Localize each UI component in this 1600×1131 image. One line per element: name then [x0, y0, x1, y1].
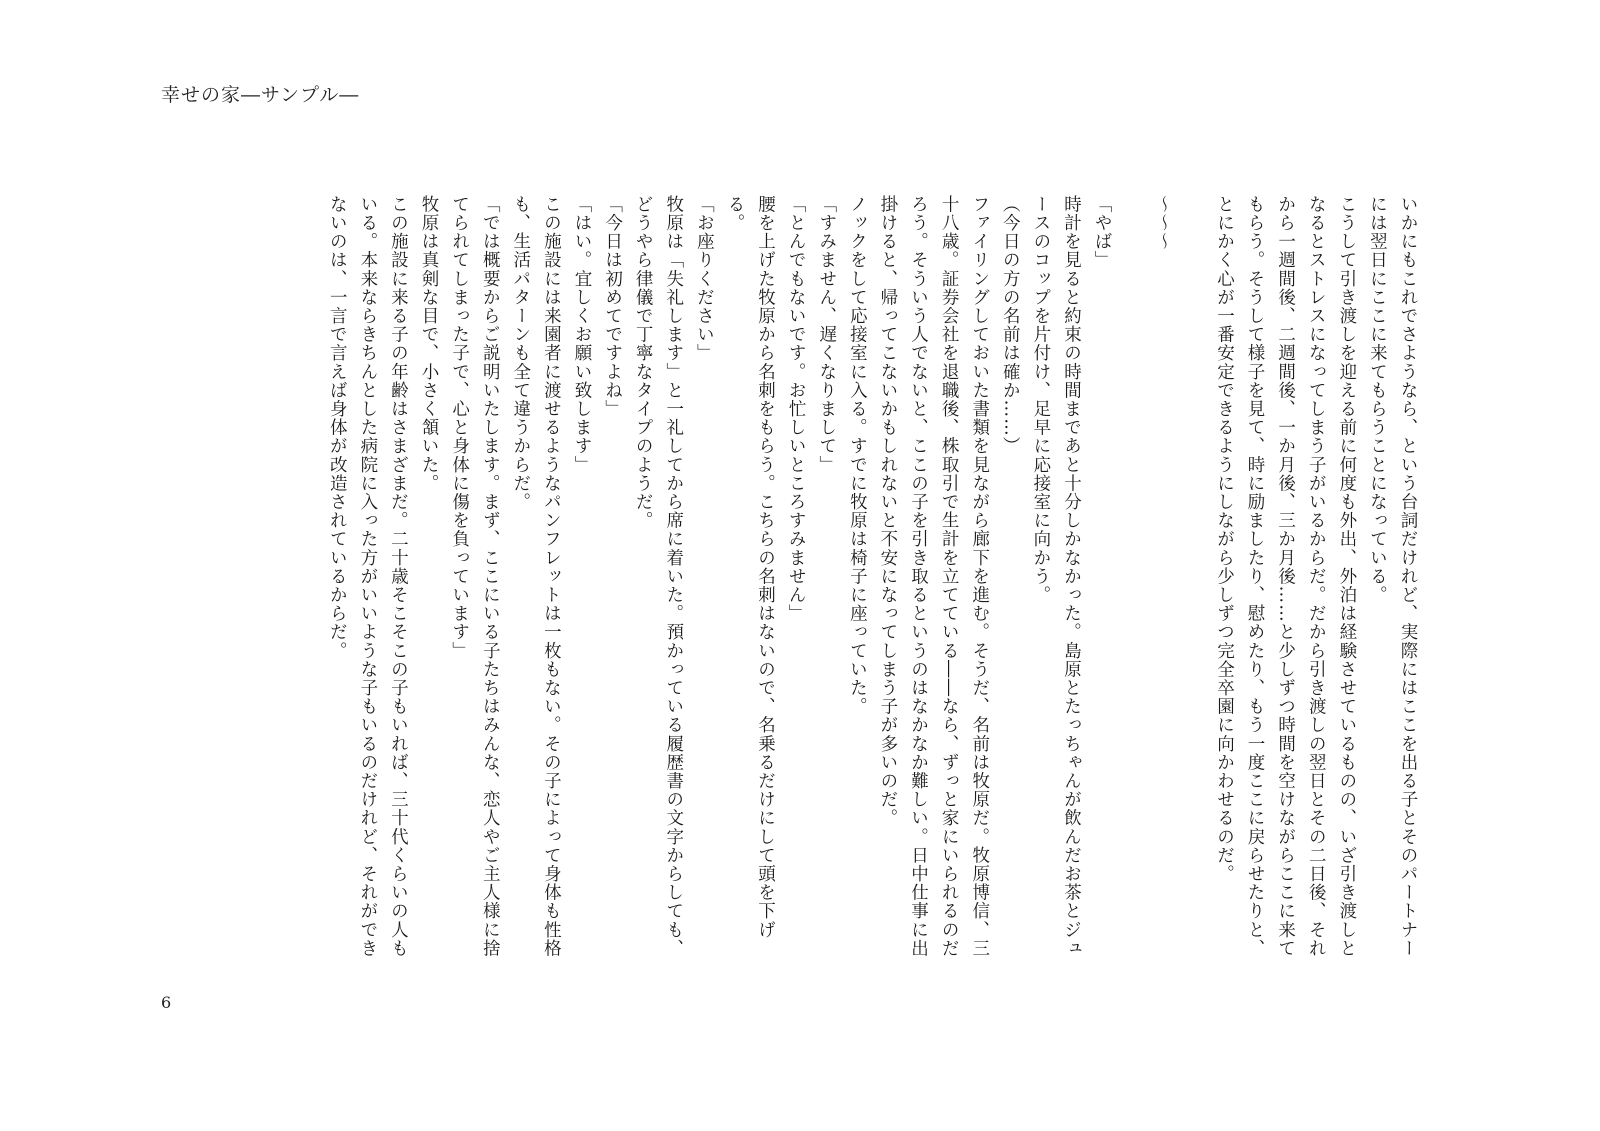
blank-line [1117, 195, 1148, 975]
paragraph: 「やば」 [1092, 195, 1113, 270]
paragraph: ノックをして応接室に入る。すでに牧原は椅子に座っていた。 [847, 195, 868, 716]
running-header: 幸せの家―サンプル― [161, 84, 360, 106]
paragraph: （今日の方の名前は確か……） [1000, 195, 1021, 456]
paragraph: 時計を見ると約束の時間まであと十分しかなかった。島原とたっちゃんが飲んだお茶とジュースのコップを片付け、足早に応接室に向かう。 [1030, 195, 1082, 958]
paragraph: こうして引き渡しを迎える前に何度も外出、外泊は経験させているものの、いざ引き渡しとなるとストレスになってしまう子がいるからだ。だから引き渡しの翌日とその二日後、それから一週間後、二週間後、一か月後、三か月後……と少しずつ時間を空けながらここに来てもらう。そうして様子を見て、時に励ましたり、慰めたり、もう一度ここに戻らせたりと、とにかく心が一番安定できるようにしながら少しずつ完全卒園に向かわせるのだ。 [1214, 195, 1357, 958]
paragraph: 「お座りください」 [694, 195, 715, 363]
paragraph: 「すみません、遅くなりまして」 [816, 195, 837, 474]
page-number: 6 [161, 993, 172, 1012]
paragraph: 牧原は真剣な目で、小さく頷いた。 [419, 195, 439, 493]
blank-line [1178, 195, 1209, 975]
paragraph: 「はい。宜しくお願い致します」 [571, 195, 592, 474]
paragraph: 腰を上げた牧原から名刺をもらう。こちらの名刺はないので、名乗るだけにして頭を下げる。 [724, 195, 776, 939]
paragraph: この施設に来る子の年齢はさまざまだ。二十歳そこそこの子もいれば、三十代くらいの人もいる。本来ならきちんとした病院に入った方がいいような子もいるのだけれど、それができないのは、一言で言えば身体が改造されているからだ。 [327, 195, 409, 958]
paragraph: 「では概要からご説明いたします。まず、ここにいる子たちはみんな、恋人やご主人様に捨てられてしまった子で、心と身体に傷を負っています」 [449, 195, 501, 958]
paragraph: 牧原は「失礼します」と一礼してから席に着いた。預かっている履歴書の文字からしても、どうやら律儀で丁寧なタイプのようだ。 [633, 195, 684, 958]
paragraph: この施設には来園者に渡せるようなパンフレットは一枚もない。その子によって身体も性格も、生活パターンも全て違うからだ。 [510, 195, 562, 958]
paragraph: 「今日は初めてですよね」 [602, 195, 623, 419]
paragraph: ファイリングしておいた書類を見ながら廊下を進む。そうだ、名前は牧原だ。牧原博信、三十八歳。証券会社を退職後、株取引で生計を立てている――なら、ずっと家にいられるのだろう。そういう人でないと、ここの子を引き取るというのはなかなか難しい。日中仕事に出掛けると、帰ってこないかもしれないと不安になってしまう子が多いのだ。 [877, 195, 990, 958]
vertical-body-text [168, 195, 1423, 975]
scene-break: 〜〜〜 [1153, 195, 1174, 251]
paragraph: 「とんでもないです。お忙しいところすみません」 [786, 195, 807, 623]
paragraph: いかにもこれでさようなら、という台詞だけれど、実際にはここを出る子とそのパートナーには翌日にここに来てもらうことになっている。 [1367, 195, 1418, 958]
